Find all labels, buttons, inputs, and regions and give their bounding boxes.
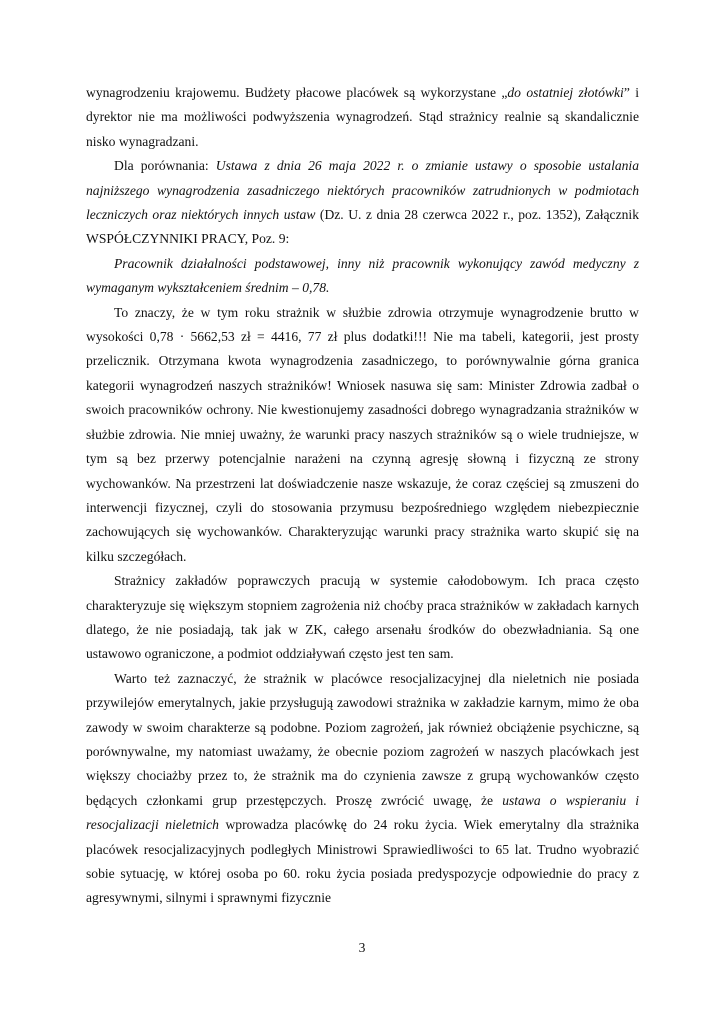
paragraph-3-quotation	[86, 252, 639, 301]
paragraph-2-text-a: Dla porównania:	[114, 158, 216, 174]
page-number: 3	[358, 940, 366, 955]
paragraph-1-text-a: wynagrodzeniu krajowemu. Budżety płacowe placówek są wykorzystane „	[86, 85, 508, 100]
paragraph-4: To znaczy, że w tym roku strażnik w służbie zdrowia otrzymuje wynagrodzenie brutto w wysokości 0,78 · 5662,53 zł = 4416, 77 zł plus dodatki!!! Nie ma tabeli, kategorii, jest prosty przelicznik. Otrzymana kwota wynagrodzenia zasadniczego, to porównywalnie górna granica kategorii wynagrodzeń naszych strażników! Wniosek nasuwa się sam: Minister Zdrowia zadbał o swoich pracowników ochrony. Nie kwestionujemy zasadności dobrego wynagradzania strażników w służbie zdrowia. Nie mniej uważny, że warunki pracy naszych strażników są o wiele trudniejsze, w tym są bez przerwy potencjalnie narażeni na czynną agresję słowną i fizyczną ze strony wychowanków. Na przestrzeni lat doświadczenie nasze wskazuje, że coraz częściej są zmuszeni do interwencji fizycznej, czyli do stosowania przymusu bezpośredniego względem niebezpiecznie zachowujących się wychowanków. Charakteryzując warunki pracy strażnika warto skupić się na kilku szczegółach.	[86, 304, 639, 564]
paragraph-3-italic-text: Pracownik działalności podstawowej, inny niż pracownik wykonujący zawód medyczny z wymaganym wykształceniem średnim – 0,78.	[86, 255, 639, 296]
paragraph-6-act-title: ustawa o wspieraniu i resocjalizacji nieletnich	[86, 792, 639, 833]
paragraph-2	[86, 154, 639, 252]
paragraph-5: Strażnicy zakładów poprawczych pracują w systemie całodobowym. Ich praca często charakteryzuje się większym stopniem zagrożenia niż choćby praca strażników w zakładach karnych dlatego, że nie posiadają, tak jak w ZK, całego arsenału środków do obezwładniania. Są one ustawowo ograniczone, a podmiot oddziaływań często jest ten sam.	[86, 573, 639, 662]
paragraph-1-text-c: ” i dyrektor nie ma możliwości podwyższenia wynagrodzeń. Stąd strażnicy realnie są skandalicznie nisko wynagradzani.	[86, 85, 639, 149]
paragraph-6	[86, 667, 639, 911]
paragraph-1-italic-quote: do ostatniej złotówki	[507, 85, 624, 100]
paragraph-6-text-c: wprowadza placówkę do 24 roku życia. Wiek emerytalny dla strażnika placówek resocjalizacyjnych podległych Ministrowi Sprawiedliwości to 65 lat. Trudno wyobrazić sobie sytuację, w której osoba po 60. roku życia posiada predyspozycje odpowiednie do pracy z agresywnymi, silnymi i sprawnymi fizycznie	[86, 817, 639, 906]
paragraph-6-text-a: Warto też zaznaczyć, że strażnik w placówce resocjalizacyjnej dla nieletnich nie posiada przywilejów emerytalnych, jakie przysługują zawodowi strażnika w zakładzie karnym, mimo że oba zawody w swoim charakterze są podobne. Poziom zagrożeń, jak również obciążenie psychiczne, są porównywalne, my natomiast uważamy, że obecnie poziom zagrożeń w naszych placówkach jest większy chociażby przez to, że strażnik ma do czynienia zawsze z grupą wychowanków często będących członkami grup przestępczych. Proszę zwrócić uwagę, że	[86, 670, 639, 808]
paragraph-2-act-title: Ustawa z dnia 26 maja 2022 r. o zmianie ustawy o sposobie ustalania najniższego wynagrodzenia zasadniczego niektórych pracowników zatrudnionych w podmiotach leczniczych oraz niektórych innych ustaw	[86, 158, 640, 223]
document-page	[86, 81, 639, 911]
paragraph-1	[86, 81, 639, 154]
paragraph-2-text-c: (Dz. U. z dnia 28 czerwca 2022 r., poz. 1352), Załącznik WSPÓŁCZYNNIKI PRACY, Poz. 9:	[86, 207, 639, 247]
